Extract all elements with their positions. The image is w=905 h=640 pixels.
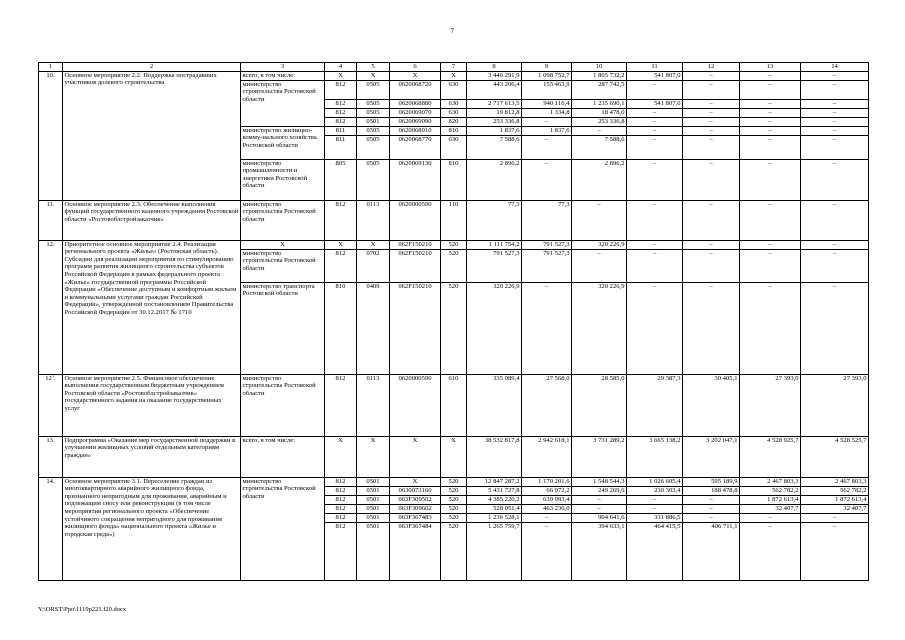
code-c5: 0501 <box>357 522 390 580</box>
amount-c11: 29 387,3 <box>627 374 683 436</box>
amount-c13: – <box>740 159 801 200</box>
measure-name: Подпрограмма «Оказание мер государственной поддержки в улучшении жилищных условий отдельным категориям граждан» <box>63 436 241 477</box>
table-row <box>39 240 869 249</box>
amount-c8: 19 812,8 <box>467 108 522 117</box>
amount-c12: – <box>683 117 740 126</box>
amount-c9: 463 236,0 <box>522 504 572 513</box>
code-c7: 810 <box>441 126 467 135</box>
responsible-executor: всего, в том числе: <box>241 436 325 477</box>
amount-c8: 12 847 287,2 <box>467 477 522 486</box>
amount-c10: – <box>572 504 627 513</box>
budget-table <box>38 62 869 581</box>
amount-c12: – <box>683 240 740 249</box>
code-c4: 812 <box>325 477 357 486</box>
amount-c9: – <box>522 282 572 374</box>
amount-c12: – <box>683 108 740 117</box>
amount-c11: 230 303,4 <box>627 486 683 495</box>
code-c4: 811 <box>325 135 357 159</box>
code-c4: 812 <box>325 513 357 522</box>
code-c5: X <box>357 240 390 249</box>
responsible-executor: министерство строительства Ростовской области <box>241 374 325 436</box>
amount-c14: – <box>801 522 869 580</box>
amount-c9: 791 527,3 <box>522 249 572 282</box>
code-c4: 812 <box>325 374 357 436</box>
amount-c8: 320 226,9 <box>467 282 522 374</box>
row-number <box>39 200 63 240</box>
amount-c10: 249 269,6 <box>572 486 627 495</box>
row-number-text: 12. <box>46 240 55 248</box>
amount-c8: 2 717 613,5 <box>467 99 522 108</box>
amount-c12: – <box>683 71 740 80</box>
row-number <box>39 71 63 200</box>
amount-c14: – <box>801 117 869 126</box>
code-c5: 0505 <box>357 108 390 117</box>
amount-c10: 904 641,6 <box>572 513 627 522</box>
amount-c12: – <box>683 282 740 374</box>
amount-c14: 4 528 525,7 <box>801 436 869 477</box>
code-c6: 0620068910 <box>390 126 441 135</box>
amount-c14: – <box>801 249 869 282</box>
amount-c12: – <box>683 249 740 282</box>
amount-c14: – <box>801 282 869 374</box>
amount-c9: 66 972,2 <box>522 486 572 495</box>
code-c4: 810 <box>325 282 357 374</box>
column-header-13: 13 <box>740 63 801 72</box>
code-c5: 0501 <box>357 486 390 495</box>
amount-c12: 595 189,9 <box>683 477 740 486</box>
amount-c14: – <box>801 108 869 117</box>
amount-c9: 1 334,8 <box>522 108 572 117</box>
code-c7: 810 <box>441 159 467 200</box>
code-c6: 0620000590 <box>390 200 441 240</box>
amount-c8: 791 527,3 <box>467 249 522 282</box>
amount-c8: 335 089,4 <box>467 374 522 436</box>
amount-c13: – <box>740 249 801 282</box>
amount-c13: – <box>740 117 801 126</box>
column-header-7: 7 <box>441 63 467 72</box>
code-c5: 0505 <box>357 126 390 135</box>
amount-c8: 2 896,2 <box>467 159 522 200</box>
amount-c11: 331 886,5 <box>627 513 683 522</box>
amount-c12: – <box>683 200 740 240</box>
responsible-executor: министерство строительства Ростовской области <box>241 249 325 282</box>
code-c7: 110 <box>441 200 467 240</box>
responsible-executor: министерство промышленности и энергетики Ростовской области <box>241 159 325 200</box>
amount-c13: 32 407,7 <box>740 504 801 513</box>
amount-c10: 3 731 289,2 <box>572 436 627 477</box>
amount-c9: 2 942 618,1 <box>522 436 572 477</box>
row-number <box>39 240 63 374</box>
amount-c13: 562 782,2 <box>740 486 801 495</box>
amount-c10: 287 742,5 <box>572 80 627 99</box>
amount-c11: – <box>627 80 683 99</box>
column-header-2: 2 <box>63 63 241 72</box>
measure-name: Основное мероприятие 2.2. Поддержка пострадавших участников долевого строительства <box>63 71 241 200</box>
amount-c8: 528 051,4 <box>467 504 522 513</box>
code-c4: 812 <box>325 117 357 126</box>
column-header-1: 1 <box>39 63 63 72</box>
amount-c11: – <box>627 108 683 117</box>
amount-c14: 562 782,2 <box>801 486 869 495</box>
amount-c8: 4 385 220,2 <box>467 495 522 504</box>
code-c5: 0505 <box>357 80 390 99</box>
amount-c11: – <box>627 240 683 249</box>
row-number-text: 13. <box>46 436 55 444</box>
amount-c12: – <box>683 126 740 135</box>
code-c6: 0620069090 <box>390 117 441 126</box>
code-c5: X <box>357 71 390 80</box>
code-c4: 812 <box>325 80 357 99</box>
responsible-executor: министерство жилищно-комму-нального хозяйства Ростовской области <box>241 126 325 159</box>
amount-c9: 639 993,4 <box>522 495 572 504</box>
measure-name: Приоритетное основное мероприятие 2.4. Реализация регионального проекта «Жилье» (Ростовская область). Субсидии для реализации мероприятия по стимулированию программ развития жилищного строительства субъектов Российской Федерации в рамках федерального проекта «Жилье» государственной программы Российской Федерации «Обеспечение доступным и комфортным жильем и коммунальными услугами граждан Российской Федерации», утвержденной постановлением Правительства Российской Федерации от 30.12.2017 № 1710 <box>63 240 241 374</box>
code-c4: 812 <box>325 486 357 495</box>
page-number: 7 <box>450 27 455 35</box>
responsible-executor: министерство строительства Ростовской области <box>241 477 325 580</box>
amount-c8: 253 336,8 <box>467 117 522 126</box>
responsible-executor: всего, в том числе: <box>241 71 325 80</box>
code-c6: 0620068720 <box>390 80 441 99</box>
code-c6: 062F150210 <box>390 240 441 249</box>
column-header-10: 10 <box>572 63 627 72</box>
column-header-12: 12 <box>683 63 740 72</box>
amount-c12: 3 202 047,1 <box>683 436 740 477</box>
amount-c13: – <box>740 80 801 99</box>
code-c5: 0501 <box>357 477 390 486</box>
amount-c9: 1 170 201,6 <box>522 477 572 486</box>
amount-c9: – <box>522 135 572 159</box>
table-row <box>39 71 869 80</box>
code-c5: 0501 <box>357 495 390 504</box>
amount-c8: 1 265 759,7 <box>467 522 522 580</box>
amount-c9: 791 527,3 <box>522 240 572 249</box>
code-c7: 820 <box>441 117 467 126</box>
amount-c11: – <box>627 117 683 126</box>
amount-c9: 1 837,6 <box>522 126 572 135</box>
code-c6: X <box>390 71 441 80</box>
code-c7: 520 <box>441 495 467 504</box>
amount-c12: 30 405,1 <box>683 374 740 436</box>
amount-c13: 1 872 613,4 <box>740 495 801 504</box>
amount-c13: 27 393,0 <box>740 374 801 436</box>
code-c6: 062F150210 <box>390 282 441 374</box>
amount-c11: 1 026 605,4 <box>627 477 683 486</box>
code-c5: 0501 <box>357 513 390 522</box>
amount-c10: 253 336,8 <box>572 117 627 126</box>
code-c6: 063F309602 <box>390 504 441 513</box>
amount-c8: 77,3 <box>467 200 522 240</box>
column-header-6: 6 <box>390 63 441 72</box>
code-c5: 0702 <box>357 249 390 282</box>
column-header-8: 8 <box>467 63 522 72</box>
amount-c11: 3 665 138,2 <box>627 436 683 477</box>
code-c6: 063F367483 <box>390 513 441 522</box>
column-header-4: 4 <box>325 63 357 72</box>
amount-c14: – <box>801 159 869 200</box>
amount-c9: 1 098 752,7 <box>522 71 572 80</box>
amount-c11: – <box>627 282 683 374</box>
amount-c8: 7 588,6 <box>467 135 522 159</box>
amount-c8: 443 206,4 <box>467 80 522 99</box>
code-c5: 0501 <box>357 117 390 126</box>
amount-c10: 1 548 544,3 <box>572 477 627 486</box>
amount-c9: – <box>522 159 572 200</box>
amount-c14: – <box>801 240 869 249</box>
column-header-14: 14 <box>801 63 869 72</box>
amount-c11: – <box>627 495 683 504</box>
amount-c12: – <box>683 80 740 99</box>
column-header-3: 3 <box>241 63 325 72</box>
code-c4: X <box>325 436 357 477</box>
amount-c13: – <box>740 99 801 108</box>
table-row <box>39 374 869 436</box>
amount-c13: – <box>740 108 801 117</box>
amount-c12: – <box>683 504 740 513</box>
amount-c8: 3 446 291,9 <box>467 71 522 80</box>
amount-c9: 77,3 <box>522 200 572 240</box>
amount-c11: 541 807,0 <box>627 71 683 80</box>
amount-c14: – <box>801 71 869 80</box>
row-number-text: 11. <box>46 200 55 208</box>
code-c7: 630 <box>441 135 467 159</box>
amount-c13: – <box>740 200 801 240</box>
amount-c12: – <box>683 99 740 108</box>
row-number-dot: . <box>54 374 56 382</box>
code-c5: 0505 <box>357 159 390 200</box>
amount-c9: 940 116,4 <box>522 99 572 108</box>
row-number <box>39 374 63 436</box>
amount-c14: 27 393,0 <box>801 374 869 436</box>
amount-c14: 32 407,7 <box>801 504 869 513</box>
amount-c8: 5 431 727,8 <box>467 486 522 495</box>
code-c4: X <box>325 240 357 249</box>
amount-c10: 1 235 690,1 <box>572 99 627 108</box>
amount-c12: – <box>683 159 740 200</box>
amount-c10: 1 805 732,2 <box>572 71 627 80</box>
code-c6: 0620068770 <box>390 135 441 159</box>
row-number-text: 14. <box>46 477 55 485</box>
code-c4: 812 <box>325 249 357 282</box>
amount-c11: – <box>627 249 683 282</box>
responsible-executor: министерство строительства Ростовской области <box>241 200 325 240</box>
code-c6: 063F309502 <box>390 495 441 504</box>
amount-c11: – <box>627 135 683 159</box>
amount-c14: – <box>801 80 869 99</box>
code-c4: 812 <box>325 504 357 513</box>
column-header-11: 11 <box>627 63 683 72</box>
amount-c10: 18 478,0 <box>572 108 627 117</box>
amount-c12: 406 711,1 <box>683 522 740 580</box>
amount-c13: – <box>740 240 801 249</box>
amount-c13: – <box>740 522 801 580</box>
code-c6: 063F367484 <box>390 522 441 580</box>
amount-c14: – <box>801 135 869 159</box>
amount-c13: – <box>740 282 801 374</box>
amount-c14: – <box>801 200 869 240</box>
code-c4: 805 <box>325 159 357 200</box>
amount-c11: 464 415,5 <box>627 522 683 580</box>
amount-c11: – <box>627 504 683 513</box>
code-c6: 0620069070 <box>390 108 441 117</box>
amount-c11: – <box>627 200 683 240</box>
code-c6: X <box>390 477 441 486</box>
code-c6: 062F150210 <box>390 249 441 282</box>
amount-c11: 541 807,0 <box>627 99 683 108</box>
column-header-5: 5 <box>357 63 390 72</box>
amount-c14: – <box>801 99 869 108</box>
amount-c10: 320 226,9 <box>572 240 627 249</box>
amount-c12: – <box>683 495 740 504</box>
row-number-superscript: 1 <box>51 372 55 378</box>
code-c7: 630 <box>441 80 467 99</box>
amount-c14: – <box>801 126 869 135</box>
row-number <box>39 436 63 477</box>
code-c6: 0620068880 <box>390 99 441 108</box>
code-c5: 0505 <box>357 99 390 108</box>
amount-c13: 4 528 925,7 <box>740 436 801 477</box>
code-c7: X <box>441 71 467 80</box>
column-header-9: 9 <box>522 63 572 72</box>
amount-c14: – <box>801 513 869 522</box>
amount-c9: 27 568,0 <box>522 374 572 436</box>
code-c7: 520 <box>441 477 467 486</box>
responsible-executor: X <box>241 240 325 249</box>
code-c7: 630 <box>441 108 467 117</box>
amount-c12: – <box>683 513 740 522</box>
code-c4: 812 <box>325 495 357 504</box>
amount-c13: – <box>740 135 801 159</box>
code-c4: 811 <box>325 126 357 135</box>
amount-c10: – <box>572 126 627 135</box>
amount-c12: – <box>683 135 740 159</box>
code-c4: 812 <box>325 99 357 108</box>
amount-c8: 1 111 754,2 <box>467 240 522 249</box>
amount-c10: – <box>572 495 627 504</box>
amount-c9: – <box>522 117 572 126</box>
amount-c13: 2 467 803,3 <box>740 477 801 486</box>
responsible-executor: министерство транспорта Ростовской области <box>241 282 325 374</box>
code-c7: 520 <box>441 504 467 513</box>
amount-c8: 1 837,6 <box>467 126 522 135</box>
code-c7: 520 <box>441 249 467 282</box>
code-c5: 0409 <box>357 282 390 374</box>
measure-name: Основное мероприятие 3.1. Переселение граждан из многоквартирного аварийного жилищного фонда, признанного непригодным для проживания, аварийным и подлежащим сносу или реконструкции (в том числе мероприятия регионального проекта «Обеспечение устойчивого сокращения непригодного для проживания жилищного фонда» национального проекта «Жилье и городская среда») <box>63 477 241 580</box>
amount-c10: – <box>572 200 627 240</box>
code-c4: 812 <box>325 522 357 580</box>
row-number-text: 10. <box>46 71 55 79</box>
code-c7: 520 <box>441 486 467 495</box>
row-number <box>39 477 63 580</box>
amount-c10: 7 588,6 <box>572 135 627 159</box>
amount-c11: – <box>627 159 683 200</box>
amount-c13: – <box>740 126 801 135</box>
code-c5: 0113 <box>357 374 390 436</box>
code-c4: 812 <box>325 108 357 117</box>
measure-name: Основное мероприятие 2.5. Финансовое обеспечение выполнения государственным бюджетным учреждением Ростовской области «Ростовоблстройзаказчик» государственного задания на оказание государственных услуг <box>63 374 241 436</box>
amount-c13: – <box>740 71 801 80</box>
code-c7: 520 <box>441 513 467 522</box>
amount-c11: – <box>627 126 683 135</box>
code-c4: 812 <box>325 200 357 240</box>
code-c6: X <box>390 436 441 477</box>
code-c7: 520 <box>441 282 467 374</box>
table-row <box>39 436 869 477</box>
amount-c10: 394 633,1 <box>572 522 627 580</box>
code-c7: 520 <box>441 522 467 580</box>
amount-c10: 320 226,9 <box>572 282 627 374</box>
code-c7: X <box>441 436 467 477</box>
table-row <box>39 200 869 240</box>
code-c5: 0113 <box>357 200 390 240</box>
code-c6: 0620000590 <box>390 374 441 436</box>
amount-c9: 155 463,9 <box>522 80 572 99</box>
responsible-executor: министерство строительства Ростовской области <box>241 80 325 126</box>
amount-c14: 2 467 803,3 <box>801 477 869 486</box>
measure-name: Основное мероприятие 2.3. Обеспечение выполнения функций государственного казенного учреждения Ростовской области «Ростовоблстройзаказчик» <box>63 200 241 240</box>
code-c7: 610 <box>441 374 467 436</box>
amount-c8: 1 236 528,1 <box>467 513 522 522</box>
code-c5: 0501 <box>357 504 390 513</box>
row-number-text: 12 <box>45 374 52 382</box>
amount-c9: – <box>522 513 572 522</box>
table-row <box>39 477 869 486</box>
code-c5: 0505 <box>357 135 390 159</box>
code-c5: X <box>357 436 390 477</box>
amount-c10: 28 585,0 <box>572 374 627 436</box>
code-c6: 0620069130 <box>390 159 441 200</box>
amount-c10: – <box>572 249 627 282</box>
amount-c13: – <box>740 513 801 522</box>
amount-c10: 2 896,2 <box>572 159 627 200</box>
code-c7: 630 <box>441 99 467 108</box>
amount-c12: 188 478,8 <box>683 486 740 495</box>
amount-c9: – <box>522 522 572 580</box>
code-c4: X <box>325 71 357 80</box>
amount-c8: 38 532 817,8 <box>467 436 522 477</box>
footer-file-path: Y:\ORST\Ppo\1119p221.f20.docx <box>38 606 127 613</box>
column-number-header <box>39 63 869 72</box>
code-c7: 520 <box>441 240 467 249</box>
amount-c14: 1 872 613,4 <box>801 495 869 504</box>
code-c6: 0630073160 <box>390 486 441 495</box>
